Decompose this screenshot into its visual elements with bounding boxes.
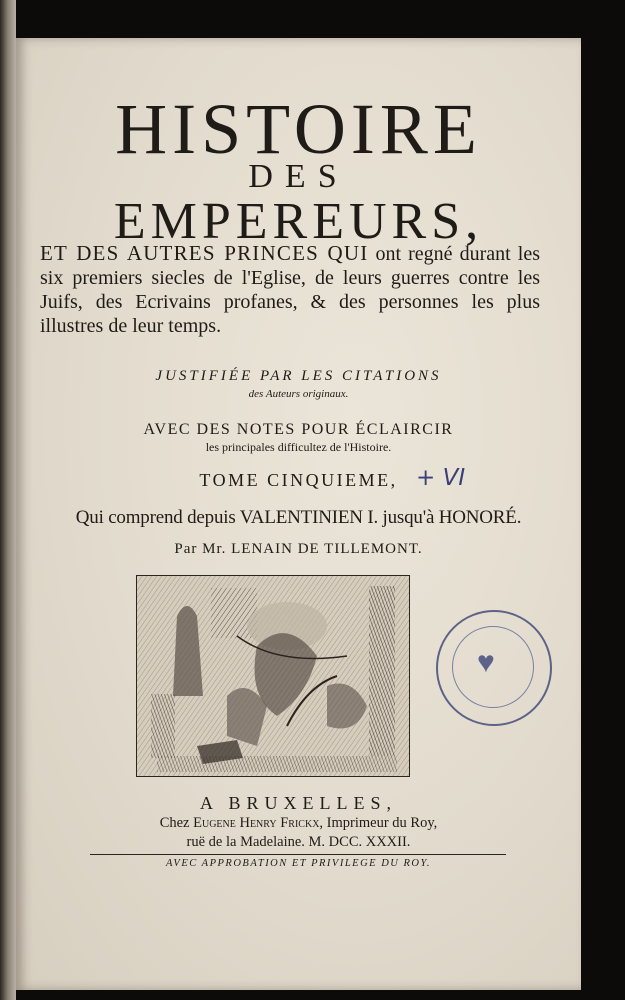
subtitle-lead: ET DES AUTRES PRINCES QUI bbox=[40, 241, 369, 265]
volume-label: TOME CINQUIEME, bbox=[199, 470, 398, 490]
adjacent-page-edge bbox=[0, 0, 16, 1000]
subtitle-body: ont regné durant les six premiers siecles de l'Eglise, de leurs guerres contre les Juifs, des Ecrivains profanes, & des personnes les plus illustres de leur temps. bbox=[40, 243, 541, 337]
privilege-line: AVEC APPROBATION ET PRIVILEGE DU ROY. bbox=[166, 858, 431, 869]
vignette-engraving bbox=[136, 575, 410, 777]
justification-subline: des Auteurs originaux. bbox=[248, 388, 349, 400]
notes-heading: AVEC DES NOTES POUR ÉCLAIRCIR bbox=[143, 421, 454, 438]
imprint-printer-pre: Chez bbox=[159, 815, 190, 831]
subtitle-block bbox=[40, 241, 540, 338]
title-page bbox=[16, 38, 581, 990]
sacred-heart-icon: ♥ bbox=[477, 646, 495, 679]
imprint-printer bbox=[16, 815, 581, 832]
contents-line: Qui comprend depuis VALENTINIEN I. jusqu'à HONORÉ. bbox=[75, 507, 522, 528]
imprint-address bbox=[16, 834, 581, 851]
handwritten-volume-annotation: + VI bbox=[416, 465, 466, 491]
imprint-printer-name: Eugene Henry Frickx bbox=[193, 815, 320, 831]
imprint-year: M. DCC. XXXII. bbox=[308, 834, 411, 850]
justification-heading: JUSTIFIÉE PAR LES CITATIONS bbox=[155, 368, 442, 384]
title-line-histoire: HISTOIRE bbox=[115, 89, 482, 169]
title-line-des: DES bbox=[248, 158, 349, 195]
notes-subline: les principales difficultez de l'Histoire. bbox=[205, 440, 392, 454]
imprint-street: ruë de la Madelaine. bbox=[186, 834, 305, 850]
author-line: Par Mr. LENAIN DE TILLEMONT. bbox=[174, 541, 423, 557]
title-line-empereurs: EMPEREURS, bbox=[113, 193, 484, 250]
imprint-place: A BRUXELLES, bbox=[199, 793, 397, 813]
imprint-rule bbox=[90, 854, 506, 855]
engraving-illustration bbox=[137, 576, 409, 776]
library-stamp bbox=[436, 610, 552, 726]
imprint-printer-post: , Imprimeur du Roy, bbox=[319, 815, 438, 831]
